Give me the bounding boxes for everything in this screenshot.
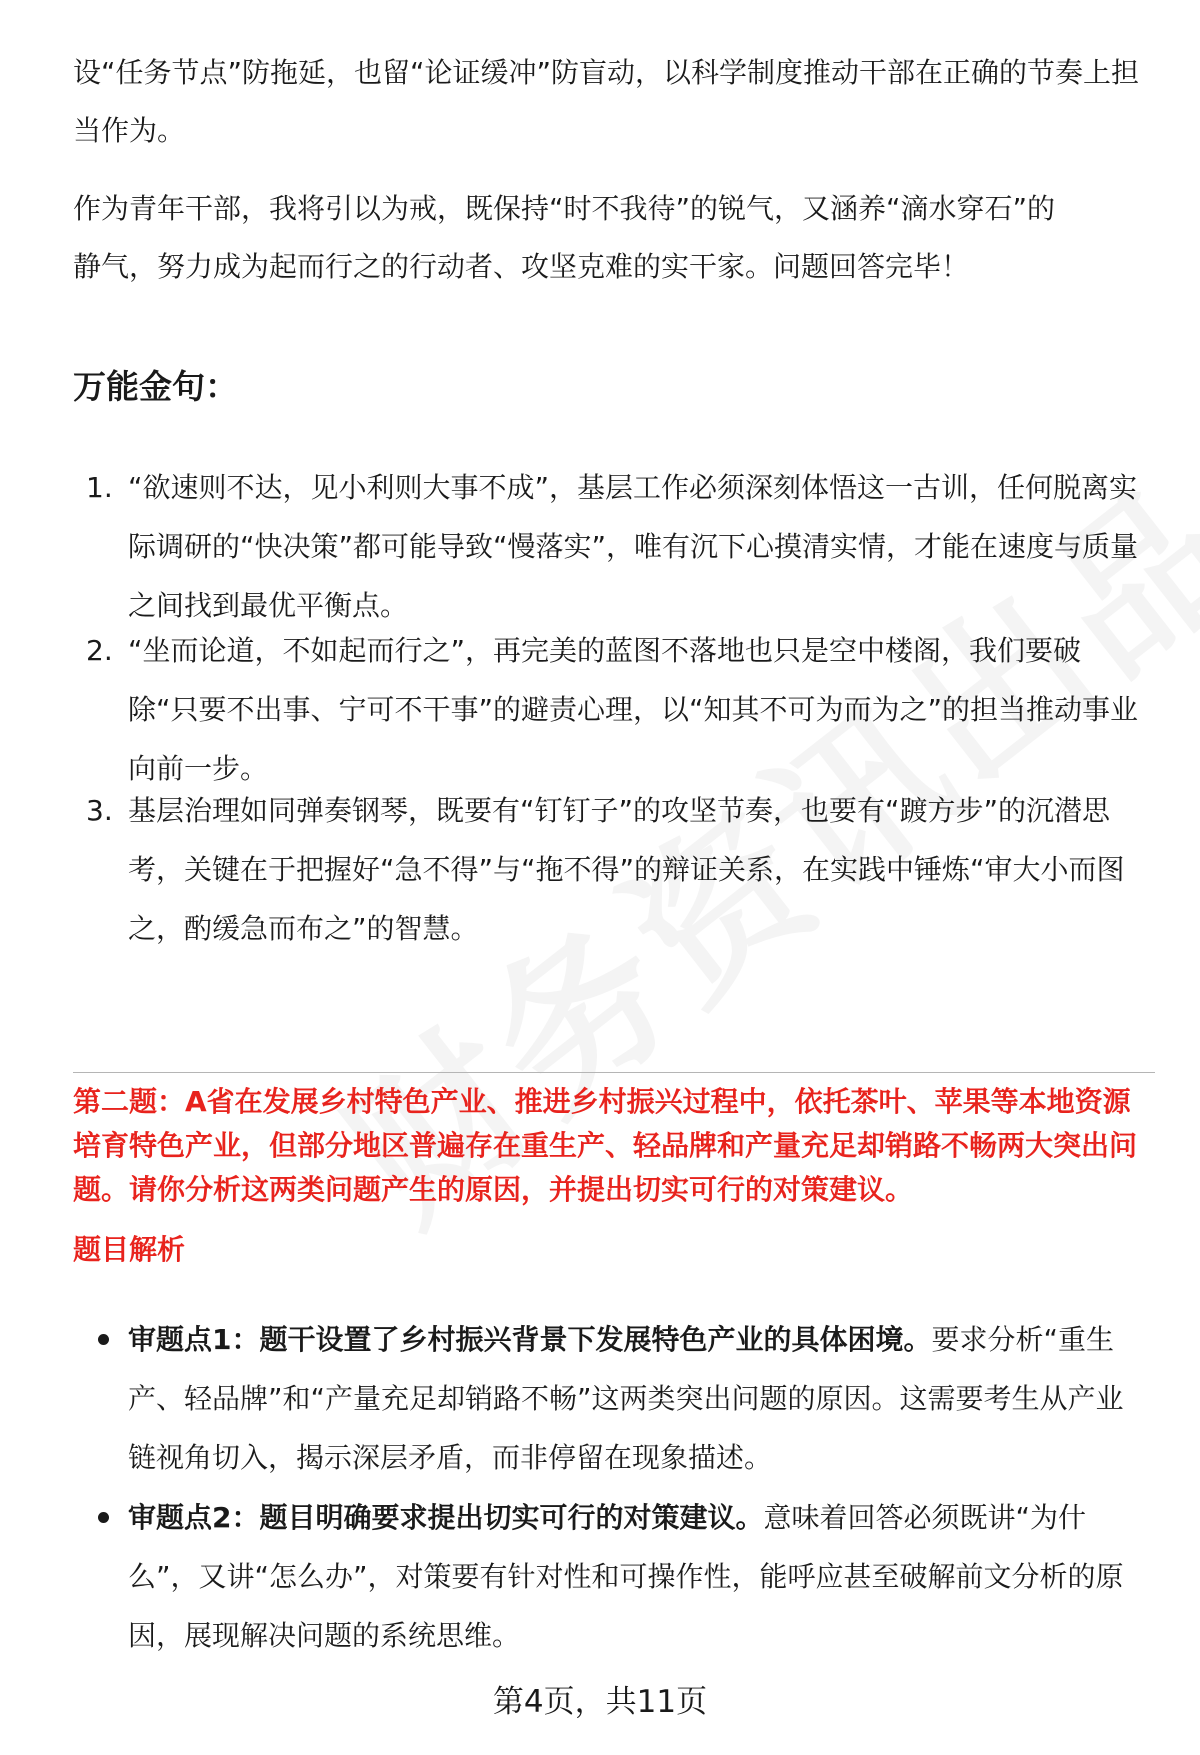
- analysis-point-bold: 审题点1：题干设置了乡村振兴背景下发展特色产业的具体困境。: [128, 1323, 932, 1356]
- list-number: 2.: [86, 634, 113, 667]
- analysis-point-bold: 审题点2：题目明确要求提出切实可行的对策建议。: [128, 1501, 764, 1534]
- intro-paragraph-2: 作为青年干部，我将引以为戒，既保持“时不我待”的锐气，又涵养“滴水穿石”的静气，努力成为起而行之的行动者、攻坚克难的实干家。问题回答完毕！: [73, 192, 1056, 283]
- list-item-text: “欲速则不达，见小利则大事不成”，基层工作必须深刻体悟这一古训，任何脱离实际调研的“快决策”都可能导致“慢落实”，唯有沉下心摸清实情，才能在速度与质量之间找到最优平衡点。: [128, 471, 1139, 622]
- analysis-point-text: 意味着回答必须既讲“为什么”，又讲“怎么办”，对策要有针对性和可操作性，能呼应甚至破解前文分析的原因，展现解决问题的系统思维。: [128, 1501, 1124, 1652]
- bullet-icon: [98, 1334, 109, 1345]
- analysis-point-text: 要求分析“重生产、轻品牌”和“产量充足却销路不畅”这两类突出问题的原因。这需要考生从产业链视角切入，揭示深层矛盾，而非停留在现象描述。: [128, 1323, 1124, 1474]
- list-number: 3.: [86, 794, 113, 827]
- list-item-text: 基层治理如同弹奏钢琴，既要有“钉钉子”的攻坚节奏，也要有“踱方步”的沉潜思考，关键在于把握好“急不得”与“拖不得”的辩证关系，在实践中锤炼“审大小而图之，酌缓急而布之”的智慧。: [128, 794, 1125, 945]
- list-item-text: “坐而论道，不如起而行之”，再完美的蓝图不落地也只是空中楼阁，我们要破除“只要不出事、宁可不干事”的避责心理，以“知其不可为而为之”的担当推动事业向前一步。: [128, 634, 1139, 785]
- list-item-text: [128, 1310, 1148, 1487]
- question-text: 第二题：A省在发展乡村特色产业、推进乡村振兴过程中，依托茶叶、苹果等本地资源培育特色产业，但部分地区普遍存在重生产、轻品牌和产量充足却销路不畅两大突出问题。请你分析这两类问题产生的原因，并提出切实可行的对策建议。: [73, 1085, 1138, 1206]
- analysis-title: 题目解析: [73, 1233, 186, 1266]
- section-divider: [73, 1072, 1155, 1073]
- quotes-heading: 万能金句：: [73, 367, 238, 406]
- page-number: 第4页，共11页: [492, 1684, 708, 1720]
- bullet-icon: [98, 1512, 109, 1523]
- list-item-text: [128, 1488, 1148, 1665]
- list-number: 1.: [86, 471, 113, 504]
- intro-paragraph-1: 设“任务节点”防拖延，也留“论证缓冲”防盲动，以科学制度推动干部在正确的节奏上担当作为。: [73, 56, 1140, 147]
